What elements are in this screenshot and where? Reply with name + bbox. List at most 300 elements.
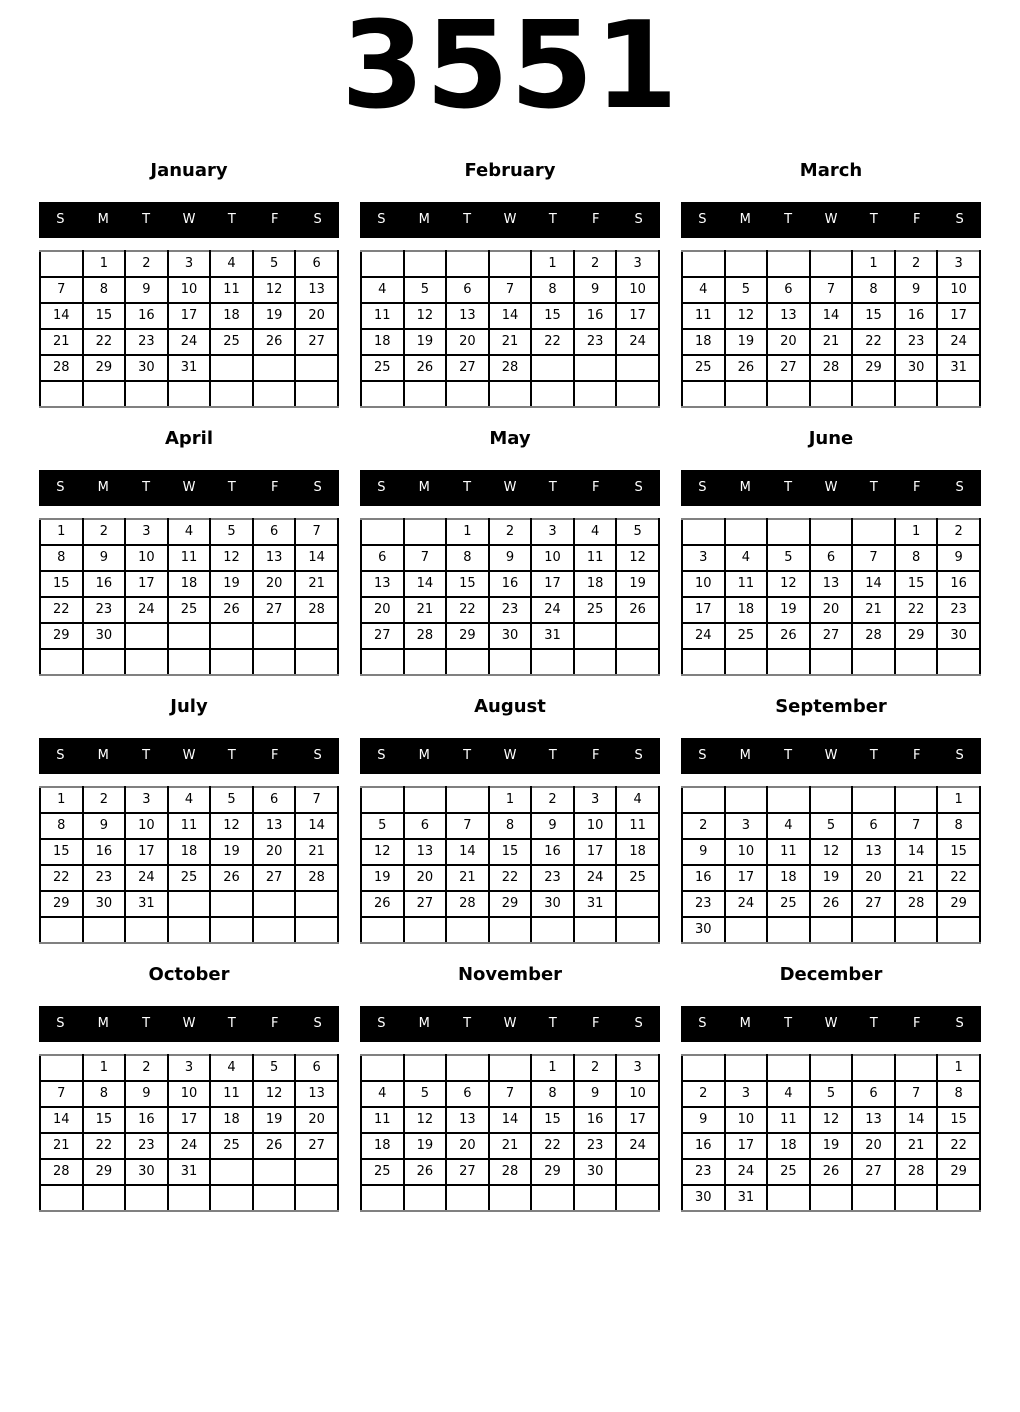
date-cell: 26: [404, 1159, 447, 1185]
date-cell: 18: [767, 1133, 810, 1159]
weekday-letter: F: [270, 480, 279, 496]
weekday-letter: M: [418, 212, 430, 228]
week-row: [682, 597, 980, 623]
empty-date-cell: [937, 649, 980, 675]
date-cell: 5: [725, 277, 768, 303]
date-cell: 4: [767, 1081, 810, 1107]
month-title: October: [148, 964, 230, 986]
empty-date-cell: [168, 381, 211, 407]
date-cell: 7: [895, 813, 938, 839]
week-row: [361, 597, 659, 623]
week-row: [361, 251, 659, 277]
weekday-letter: S: [377, 1016, 386, 1032]
empty-date-cell: [895, 381, 938, 407]
date-cell: 7: [404, 545, 447, 571]
empty-date-cell: [767, 649, 810, 675]
date-cell: 28: [40, 355, 83, 381]
date-cell: 18: [168, 571, 211, 597]
empty-date-cell: [125, 381, 168, 407]
empty-date-cell: [852, 519, 895, 545]
date-cell: 24: [725, 1159, 768, 1185]
date-cell: 31: [168, 355, 211, 381]
empty-date-cell: [404, 649, 447, 675]
date-cell: 5: [210, 787, 253, 813]
date-cell: 3: [616, 1055, 659, 1081]
date-cell: 9: [125, 277, 168, 303]
weekday-letter: S: [698, 212, 707, 228]
date-cell: 13: [852, 1107, 895, 1133]
date-cell: 20: [253, 839, 296, 865]
week-row: [40, 545, 338, 571]
empty-date-cell: [574, 1185, 617, 1211]
date-cell: 24: [168, 1133, 211, 1159]
empty-date-cell: [574, 623, 617, 649]
date-cell: 30: [531, 891, 574, 917]
week-row: [40, 597, 338, 623]
empty-date-cell: [682, 381, 725, 407]
date-cell: 21: [852, 597, 895, 623]
weekday-letter: S: [377, 212, 386, 228]
empty-date-cell: [253, 1159, 296, 1185]
date-cell: 5: [253, 1055, 296, 1081]
week-row: [40, 571, 338, 597]
date-cell: 3: [531, 519, 574, 545]
month-date-grid: [39, 250, 339, 408]
empty-date-cell: [616, 917, 659, 943]
weekday-letter: T: [869, 480, 878, 496]
date-cell: 19: [810, 865, 853, 891]
week-row: [40, 519, 338, 545]
weekday-letter: T: [548, 212, 557, 228]
month-date-grid: [681, 518, 981, 676]
week-row: [682, 1107, 980, 1133]
empty-date-cell: [446, 917, 489, 943]
weekday-letter: S: [955, 748, 964, 764]
date-cell: 3: [616, 251, 659, 277]
date-cell: 10: [168, 1081, 211, 1107]
date-cell: 25: [361, 1159, 404, 1185]
empty-date-cell: [725, 649, 768, 675]
week-row: [361, 355, 659, 381]
date-cell: 27: [295, 1133, 338, 1159]
date-cell: 25: [210, 329, 253, 355]
date-cell: 8: [83, 277, 126, 303]
date-cell: 7: [295, 519, 338, 545]
date-cell: 13: [446, 1107, 489, 1133]
week-row: [361, 545, 659, 571]
empty-date-cell: [810, 649, 853, 675]
empty-date-cell: [937, 917, 980, 943]
date-cell: 16: [83, 839, 126, 865]
month-date-grid: [39, 518, 339, 676]
date-cell: 19: [810, 1133, 853, 1159]
date-cell: 13: [295, 277, 338, 303]
date-cell: 5: [810, 813, 853, 839]
date-cell: 20: [810, 597, 853, 623]
weekday-letter: W: [182, 748, 196, 764]
date-cell: 9: [531, 813, 574, 839]
weekday-header-bar: [360, 470, 660, 506]
empty-date-cell: [489, 1185, 532, 1211]
date-cell: 23: [531, 865, 574, 891]
date-cell: 22: [83, 329, 126, 355]
date-cell: 17: [574, 839, 617, 865]
weekday-letter: W: [824, 480, 838, 496]
empty-date-cell: [895, 917, 938, 943]
empty-date-cell: [446, 787, 489, 813]
empty-date-cell: [295, 917, 338, 943]
weekday-header-bar: [681, 202, 981, 238]
date-cell: 13: [361, 571, 404, 597]
date-cell: 23: [83, 597, 126, 623]
date-cell: 9: [83, 545, 126, 571]
date-cell: 18: [767, 865, 810, 891]
date-cell: 28: [446, 891, 489, 917]
date-cell: 7: [895, 1081, 938, 1107]
date-cell: 1: [489, 787, 532, 813]
date-cell: 11: [574, 545, 617, 571]
week-row: [40, 813, 338, 839]
empty-date-cell: [210, 917, 253, 943]
month-block: [360, 408, 660, 676]
weekday-letter: S: [634, 1016, 643, 1032]
date-cell: 11: [210, 277, 253, 303]
empty-date-cell: [83, 649, 126, 675]
week-row: [361, 891, 659, 917]
date-cell: 17: [616, 303, 659, 329]
date-cell: 12: [404, 1107, 447, 1133]
date-cell: 2: [489, 519, 532, 545]
empty-date-cell: [531, 381, 574, 407]
weekday-letter: T: [463, 480, 472, 496]
empty-date-cell: [361, 381, 404, 407]
week-row: [361, 813, 659, 839]
date-cell: 28: [895, 1159, 938, 1185]
month-title: September: [775, 696, 887, 718]
empty-date-cell: [725, 1055, 768, 1081]
empty-date-cell: [295, 891, 338, 917]
date-cell: 16: [83, 571, 126, 597]
date-cell: 18: [210, 1107, 253, 1133]
date-cell: 27: [253, 865, 296, 891]
date-cell: 22: [937, 1133, 980, 1159]
week-row: [682, 891, 980, 917]
date-cell: 6: [767, 277, 810, 303]
empty-date-cell: [767, 1185, 810, 1211]
date-cell: 8: [852, 277, 895, 303]
date-cell: 17: [616, 1107, 659, 1133]
date-cell: 28: [489, 355, 532, 381]
empty-date-cell: [489, 649, 532, 675]
week-row: [682, 787, 980, 813]
week-row: [361, 1185, 659, 1211]
empty-date-cell: [616, 1185, 659, 1211]
date-cell: 21: [40, 1133, 83, 1159]
empty-date-cell: [446, 381, 489, 407]
date-cell: 14: [295, 545, 338, 571]
weekday-header-bar: [681, 738, 981, 774]
date-cell: 9: [83, 813, 126, 839]
date-cell: 5: [210, 519, 253, 545]
week-row: [682, 355, 980, 381]
date-cell: 9: [937, 545, 980, 571]
date-cell: 26: [810, 1159, 853, 1185]
week-row: [361, 1133, 659, 1159]
weekday-letter: F: [270, 1016, 279, 1032]
week-row: [682, 649, 980, 675]
weekday-letter: F: [912, 480, 921, 496]
empty-date-cell: [810, 381, 853, 407]
date-cell: 17: [168, 1107, 211, 1133]
date-cell: 1: [531, 1055, 574, 1081]
month-block: [360, 140, 660, 408]
empty-date-cell: [574, 917, 617, 943]
date-cell: 15: [40, 839, 83, 865]
date-cell: 2: [937, 519, 980, 545]
date-cell: 31: [531, 623, 574, 649]
empty-date-cell: [210, 649, 253, 675]
empty-date-cell: [295, 623, 338, 649]
empty-date-cell: [404, 1185, 447, 1211]
empty-date-cell: [210, 1159, 253, 1185]
empty-date-cell: [40, 251, 83, 277]
date-cell: 5: [253, 251, 296, 277]
week-row: [361, 277, 659, 303]
month-block: [681, 140, 981, 408]
date-cell: 4: [361, 277, 404, 303]
month-block: [360, 676, 660, 944]
empty-date-cell: [616, 649, 659, 675]
date-cell: 14: [895, 839, 938, 865]
week-row: [40, 355, 338, 381]
date-cell: 2: [574, 251, 617, 277]
date-cell: 19: [404, 1133, 447, 1159]
week-row: [361, 1159, 659, 1185]
week-row: [682, 1133, 980, 1159]
empty-date-cell: [40, 381, 83, 407]
date-cell: 19: [361, 865, 404, 891]
date-cell: 12: [810, 839, 853, 865]
date-cell: 17: [125, 571, 168, 597]
date-cell: 12: [210, 545, 253, 571]
date-cell: 8: [937, 813, 980, 839]
date-cell: 28: [810, 355, 853, 381]
date-cell: 16: [489, 571, 532, 597]
empty-date-cell: [895, 787, 938, 813]
date-cell: 25: [767, 891, 810, 917]
week-row: [361, 303, 659, 329]
empty-date-cell: [489, 381, 532, 407]
date-cell: 4: [361, 1081, 404, 1107]
empty-date-cell: [361, 251, 404, 277]
empty-date-cell: [616, 891, 659, 917]
date-cell: 30: [83, 891, 126, 917]
date-cell: 11: [767, 1107, 810, 1133]
date-cell: 2: [574, 1055, 617, 1081]
empty-date-cell: [810, 787, 853, 813]
date-cell: 4: [725, 545, 768, 571]
date-cell: 9: [895, 277, 938, 303]
date-cell: 25: [168, 865, 211, 891]
empty-date-cell: [852, 1055, 895, 1081]
date-cell: 28: [489, 1159, 532, 1185]
date-cell: 24: [616, 329, 659, 355]
date-cell: 6: [253, 519, 296, 545]
empty-date-cell: [616, 623, 659, 649]
date-cell: 18: [361, 329, 404, 355]
date-cell: 23: [937, 597, 980, 623]
empty-date-cell: [295, 649, 338, 675]
week-row: [361, 917, 659, 943]
date-cell: 25: [361, 355, 404, 381]
weekday-letter: T: [227, 1016, 236, 1032]
date-cell: 13: [404, 839, 447, 865]
date-cell: 19: [210, 839, 253, 865]
date-cell: 29: [83, 1159, 126, 1185]
date-cell: 7: [852, 545, 895, 571]
date-cell: 9: [682, 1107, 725, 1133]
week-row: [682, 519, 980, 545]
empty-date-cell: [210, 891, 253, 917]
date-cell: 16: [125, 303, 168, 329]
empty-date-cell: [531, 649, 574, 675]
date-cell: 13: [253, 545, 296, 571]
weekday-letter: T: [784, 480, 793, 496]
empty-date-cell: [810, 1185, 853, 1211]
empty-date-cell: [40, 1055, 83, 1081]
date-cell: 22: [40, 865, 83, 891]
weekday-letter: S: [313, 1016, 322, 1032]
date-cell: 16: [895, 303, 938, 329]
weekday-letter: T: [548, 1016, 557, 1032]
week-row: [40, 623, 338, 649]
empty-date-cell: [895, 1055, 938, 1081]
date-cell: 3: [125, 787, 168, 813]
date-cell: 6: [253, 787, 296, 813]
weekday-letter: S: [634, 212, 643, 228]
date-cell: 5: [404, 1081, 447, 1107]
date-cell: 15: [489, 839, 532, 865]
date-cell: 8: [489, 813, 532, 839]
date-cell: 26: [253, 329, 296, 355]
empty-date-cell: [574, 355, 617, 381]
date-cell: 23: [682, 1159, 725, 1185]
week-row: [40, 1055, 338, 1081]
week-row: [361, 381, 659, 407]
empty-date-cell: [361, 519, 404, 545]
weekday-header-bar: [39, 470, 339, 506]
weekday-letter: T: [142, 1016, 151, 1032]
weekday-header-bar: [39, 738, 339, 774]
date-cell: 30: [682, 1185, 725, 1211]
empty-date-cell: [361, 787, 404, 813]
date-cell: 6: [852, 1081, 895, 1107]
weekday-header-bar: [360, 1006, 660, 1042]
weekday-letter: M: [418, 1016, 430, 1032]
date-cell: 10: [682, 571, 725, 597]
date-cell: 13: [810, 571, 853, 597]
empty-date-cell: [725, 787, 768, 813]
date-cell: 20: [295, 303, 338, 329]
weekday-letter: S: [313, 480, 322, 496]
month-date-grid: [360, 786, 660, 944]
month-title: December: [779, 964, 883, 986]
week-row: [682, 277, 980, 303]
date-cell: 31: [168, 1159, 211, 1185]
weekday-letter: T: [227, 212, 236, 228]
date-cell: 18: [682, 329, 725, 355]
date-cell: 12: [361, 839, 404, 865]
weekday-letter: M: [739, 212, 751, 228]
date-cell: 10: [725, 1107, 768, 1133]
weekday-letter: F: [912, 212, 921, 228]
empty-date-cell: [810, 917, 853, 943]
date-cell: 15: [83, 1107, 126, 1133]
date-cell: 11: [361, 303, 404, 329]
date-cell: 26: [210, 865, 253, 891]
weekday-header-bar: [39, 1006, 339, 1042]
date-cell: 25: [616, 865, 659, 891]
month-block: [681, 676, 981, 944]
date-cell: 31: [574, 891, 617, 917]
empty-date-cell: [682, 1055, 725, 1081]
empty-date-cell: [852, 1185, 895, 1211]
empty-date-cell: [253, 649, 296, 675]
date-cell: 15: [895, 571, 938, 597]
date-cell: 18: [210, 303, 253, 329]
date-cell: 9: [489, 545, 532, 571]
month-date-grid: [681, 786, 981, 944]
date-cell: 20: [852, 865, 895, 891]
date-cell: 23: [489, 597, 532, 623]
date-cell: 7: [489, 277, 532, 303]
date-cell: 15: [83, 303, 126, 329]
date-cell: 12: [725, 303, 768, 329]
weekday-letter: S: [634, 480, 643, 496]
date-cell: 27: [767, 355, 810, 381]
date-cell: 30: [895, 355, 938, 381]
empty-date-cell: [295, 381, 338, 407]
weekday-letter: F: [591, 480, 600, 496]
date-cell: 25: [210, 1133, 253, 1159]
empty-date-cell: [852, 787, 895, 813]
week-row: [682, 917, 980, 943]
weekday-letter: M: [739, 1016, 751, 1032]
date-cell: 13: [446, 303, 489, 329]
date-cell: 18: [725, 597, 768, 623]
week-row: [682, 839, 980, 865]
weekday-letter: T: [869, 1016, 878, 1032]
weekday-letter: S: [698, 1016, 707, 1032]
empty-date-cell: [295, 1159, 338, 1185]
date-cell: 23: [682, 891, 725, 917]
month-title: July: [170, 696, 208, 718]
date-cell: 20: [361, 597, 404, 623]
week-row: [40, 649, 338, 675]
date-cell: 14: [446, 839, 489, 865]
date-cell: 20: [404, 865, 447, 891]
date-cell: 10: [168, 277, 211, 303]
date-cell: 21: [404, 597, 447, 623]
date-cell: 17: [725, 865, 768, 891]
date-cell: 8: [531, 277, 574, 303]
date-cell: 27: [852, 891, 895, 917]
week-row: [40, 1133, 338, 1159]
date-cell: 27: [361, 623, 404, 649]
date-cell: 10: [616, 1081, 659, 1107]
date-cell: 21: [895, 865, 938, 891]
month-block: [39, 408, 339, 676]
